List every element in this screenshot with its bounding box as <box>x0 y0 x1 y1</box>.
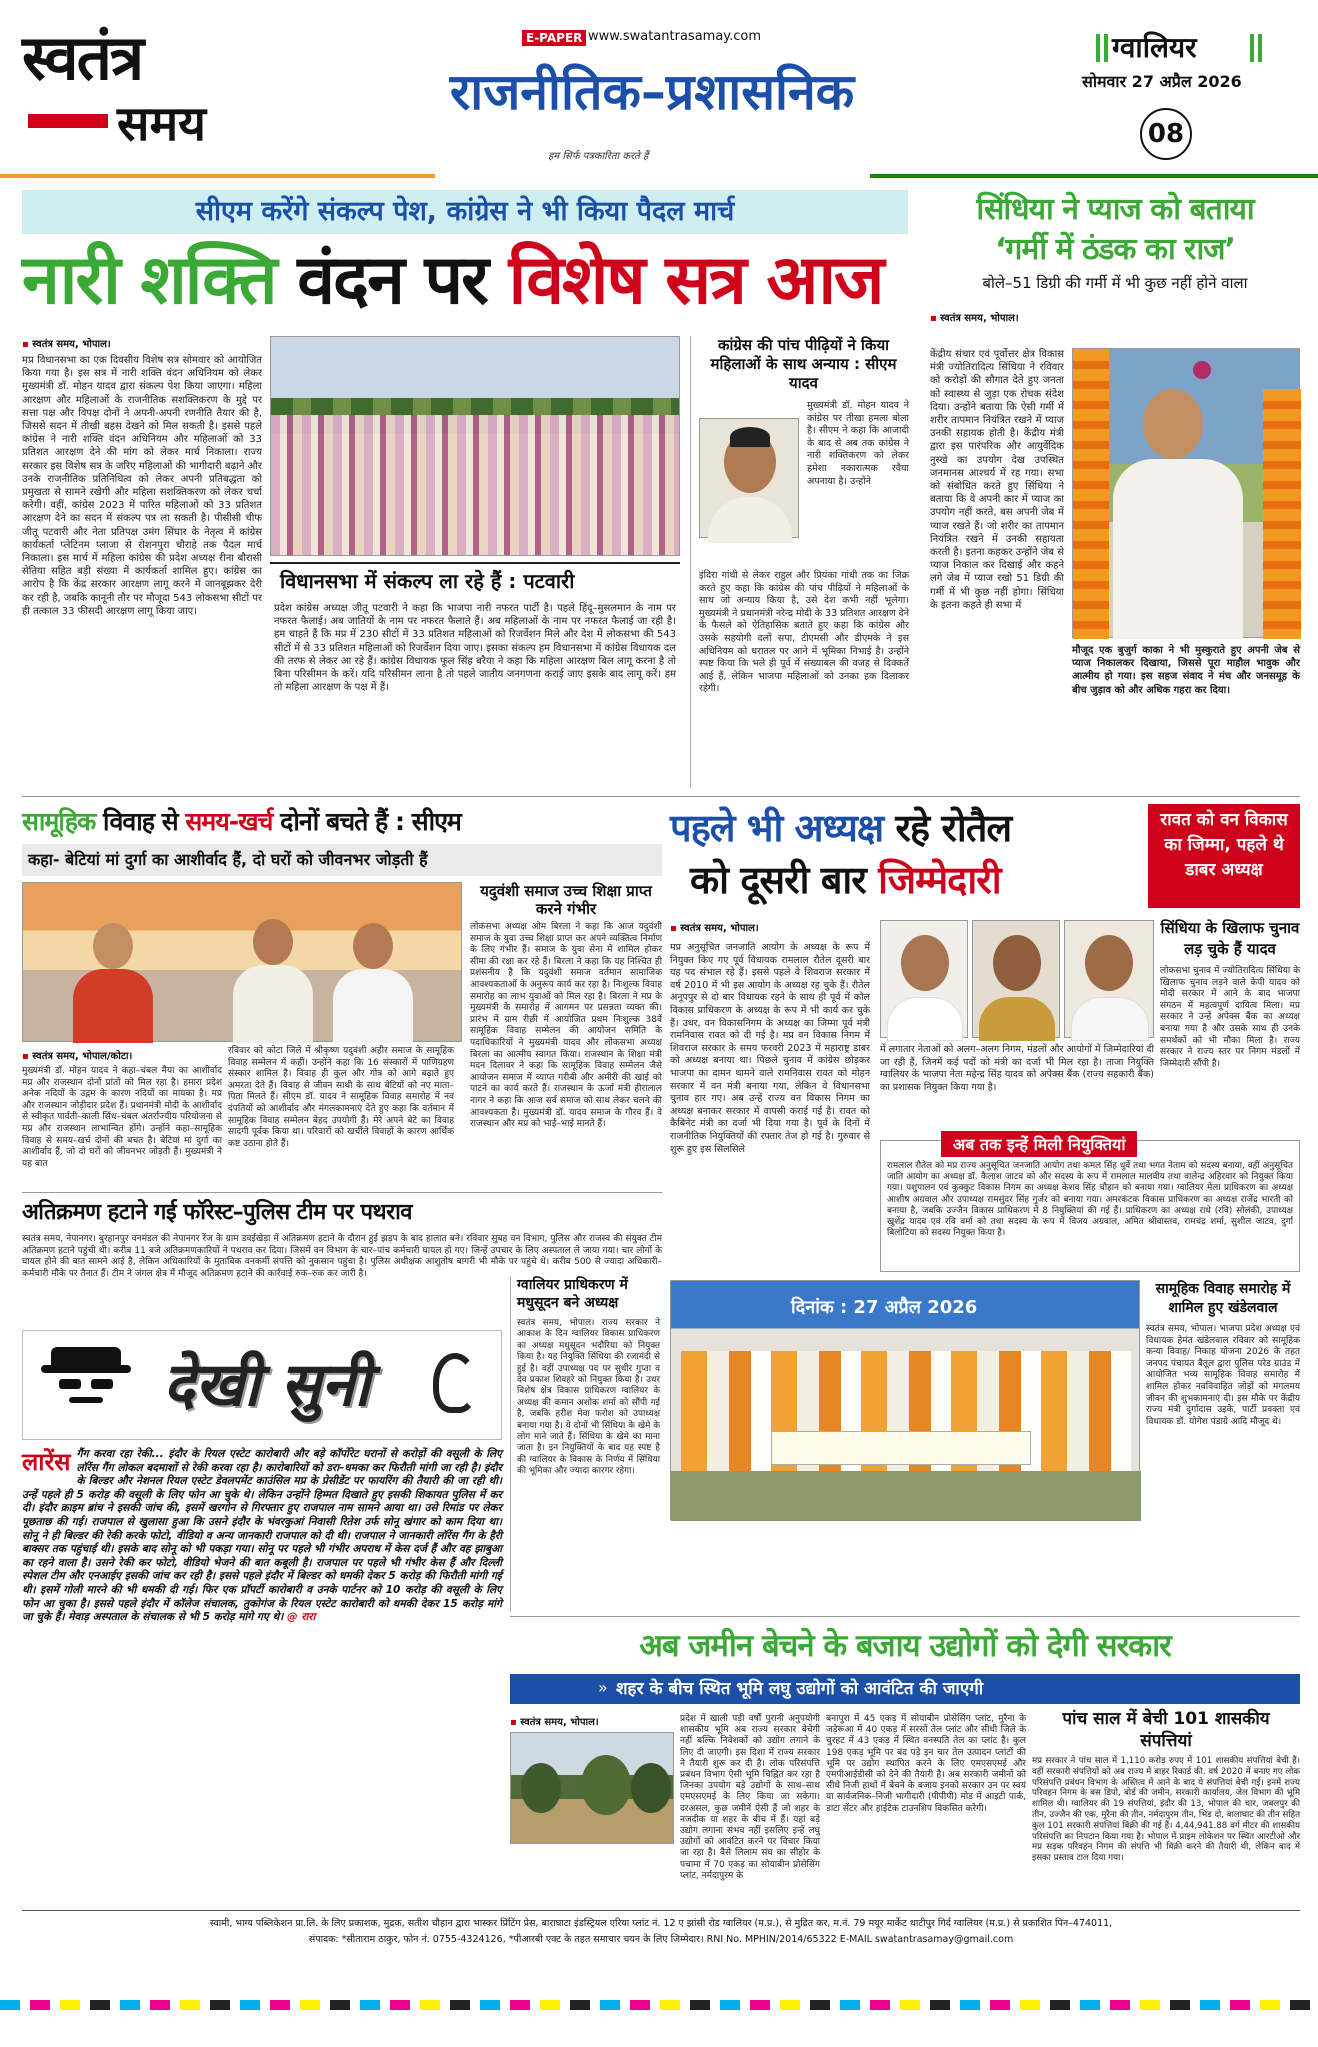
rotel-portrait-1 <box>880 920 968 1038</box>
scindia-caption: मौजूद एक बुजुर्ग काका ने भी मुस्कुराते हुए अपनी जेब से प्याज निकालकर दिखाया, जिससे पूरा माहौल भावुक और आत्मीय हो गया। इस सहज संवाद ने मंच और जनसमूह के बीच जुड़ाव को और अधिक गहरा कर दिया। <box>1072 645 1300 696</box>
footer-line2: संपादक: *सीताराम ठाकुर, फोन नं. 0755-4324126, *पीआरबी एक्ट के तहत समाचार चयन के लिए जिम्मेदार। RNI No. MPHIN/2014/65322 E-MAIL swatantrasamay@gmail.com <box>308 1934 1014 1945</box>
scindia-onion <box>930 190 1300 790</box>
tricolor-bar <box>0 174 1318 178</box>
color-registration-strip <box>0 2000 1318 2010</box>
city-bars-left <box>1096 34 1100 62</box>
marriage-side <box>470 882 662 1130</box>
scindia-contest-box <box>1160 918 1300 1134</box>
khandelwal-headline: सामूहिक विवाह समारोह में शामिल हुए खंडेलवाल <box>1155 1281 1291 1316</box>
logo-line1: स्वतंत्र <box>22 21 143 94</box>
madhusudan-body: स्वतंत्र समय, भोपाल। राज्य सरकार ने आकाश के दिन ग्वालियर विकास प्राधिकरण का अध्यक्ष मधुसूदन भदौरिया को नियुक्त किया है। यह नियुक्ति सिंधिया की रजामंदी से हुई है। वहीं उपाध्यक्ष पद पर सुधीर गुप्ता व देव प्रकाश शिवहरे को नियुक्त किया है। उधर विशेष क्षेत्र विकास प्राधिकरण ग्वालियर के अध्यक्ष की कमान अशोक शर्मा को सौंपी गई है, जबकि हरीश मेवा फरोश को उपाध्यक्ष बनाया गया है। ये दोनों भी सिंधिया के खेमे के लोग माने जाते हैं। सिंधिया के खेमे का माना जाता है। इन नियुक्तियों के बाद यह स्पष्ट है की ग्वालियर के विकास के निर्णय में सिंधिया की भूमिका और ज्यादा कारगर रहेगा। <box>517 1318 660 1477</box>
rotel-headline-a: पहले भी <box>670 806 783 850</box>
patwari-body: प्रदेश कांग्रेस अध्यक्ष जीतू पटवारी ने कहा कि भाजपा नारी नफरत पार्टी है। पहले हिंदू–मुसलमान के नाम पर नफरत फैलाई। अब जातियों के नाम पर नफरत फैलाते हैं। अब महिलाओं के नाम पर नफरत फैलाई जा रही है। हम चाहते हैं कि मप्र में 230 सीटों में 33 प्रतिशत महिलाओं को रिजर्वेशन मिले और देश में लोकसभा की 543 सीटों में से 33 प्रतिशत महिलाओं को रिजर्वेशन दिया जाए। इसका संकल्प हम विधानसभा में कांग्रेस विधायक दल की तरफ से लेकर आ रहे हैं। कांग्रेस विधायक फूल सिंह बरैया ने कहा कि महिला आरक्षण बिल लागू करना है तो बिना परिसीमन के करें। यदि परिसीमन लाना है तो पहले जातीय जनगणना कराई जाए इसके बाद लागू करें। हम तो महिला आरक्षण के पक्ष में हैं। <box>274 603 676 694</box>
land-side-body: मप्र सरकार ने पांच साल में 1,110 करोड़ रुपए में 101 शासकीय संपत्तियां बेची हैं। वहीं सरकारी संपत्तियों को अब राज्य में बाहर रिकार्ड की. वर्ष 2020 में बनाए गए लोक परिसंपत्ति प्रबंधन विभाग के अस्तित्व में आने के बाद ये संपत्तियां बेची गईं। इनमें राज्य परिवहन निगम के बस डिपो, बोर्ड की जमीन, सरकारी कार्यालय, जेल विभाग की भूमि शामिल थी। ग्वालियर की 19 संपत्तियां, इंदौर की 13, भोपाल की चार, जबलपुर की तीन, उज्जैन की एक, मुरैना की तीन, नर्मदापुरम तीन, भिंड दो, बालाघाट की तीन सहित कुल 101 सरकारी संपत्तियां बिक्री की गई हैं। 4,44,941.88 वर्ग मीटर की शासकीय परिसंपत्ति का निपटान किया गया है। भोपाल में प्राइम लोकेशन पर स्थित आरटीओ और मप्र सड़क परिवहन निगम की संपत्ति भी बिक्री करने की तैयारी थी, लेकिन बाद में इसका प्रस्ताव टाल दिया गया। <box>1032 1756 1300 1864</box>
lead-headline <box>22 238 908 324</box>
land-side-box <box>1032 1708 1300 1904</box>
rotel-headline-c: रहे रोतैल <box>895 806 1012 850</box>
rotel-sidebox: रावत को वन विकास का जिम्मा, पहले थे डाबर अध्यक्ष <box>1148 804 1300 908</box>
epaper-label: E-PAPER <box>522 30 586 46</box>
lead-kicker-text: सीएम करेंगे संकल्प पेश, कांग्रेस ने भी किया पैदल मार्च <box>195 196 735 227</box>
rotel-body-2: में लगातार नेताओं को अलग–अलग निगम, मंडलों और आयोगों में जिम्मेदारियां दी जा रही हैं, जिनमें कई पदों को मंत्री का दर्जा भी मिल रहा है। ताजा नियुक्ति ग्वालियर के भाजपा नेता महेन्द्र सिंह यादव को अपेक्स बैंक (राज्य सहकारी बैंक) का प्रशासक नियुक्त किया गया है। <box>880 1044 1154 1093</box>
cm-box <box>690 336 908 788</box>
footer-line1: स्वामी, भाग्य पब्लिकेशन प्रा.लि. के लिए प्रकाशक, मुद्रक, सतीश चौहान द्वारा भास्कर प्रिंटिंग प्रेस, बाराघाटा इंडस्ट्रियल एरिया प्लांट नं. 12 ए झांसी रोड ग्वालियर (म.प्र.), से मुद्रित कर, म.नं. 79 मयूर मार्केट थाटीपुर गिर्द ग्वालियर (म.प्र.) से प्रकाशित पिन–474011, <box>209 1918 1113 1929</box>
marriage-photo <box>22 882 462 1042</box>
marriage-headline <box>22 802 662 842</box>
khandelwal-box <box>1146 1280 1300 1610</box>
lead-headline-part3: विशेष सत्र आज <box>508 241 883 320</box>
appointments-box <box>880 1135 1300 1272</box>
marriage-side-body-2 <box>470 1046 662 1186</box>
dekhi-suni-banner <box>22 1330 502 1440</box>
cm-portrait <box>699 418 799 538</box>
marriage-body-left: मुख्यमंत्री डॉ. मोहन यादव ने कहा–चंबल मैया का आशीर्वाद मप्र और राजस्थान दोनों प्रांतों को मिल रहा है। हमारा प्रदेश अनेक नदियों के उद्गम के कारण नदियों का मायका है। मप्र और राजस्थान जोड़ीदार प्रदेश हैं। प्रधानमंत्री मोदी के आशीर्वाद से स्वीकृत पार्वती–काली सिंध–चंबल अंतर्राज्यीय परियोजना से मप्र और राजस्थान लाभान्वित होंगे। उन्होंने कहा–सामूहिक विवाह से समय–खर्च दोनों की बचत है। बेटियां मां दुर्गा का आशीर्वाद हैं, जो दो घरों को जीवनभर जोड़ती हैं। मुख्यमंत्री ने यह बात <box>22 1066 222 1169</box>
march-photo <box>270 336 680 556</box>
footer <box>22 1916 1300 1962</box>
date: सोमवार 27 अप्रैल 2026 <box>1082 72 1242 91</box>
khandelwal-banner-text: दिनांक : 27 अप्रैल 2026 <box>791 1297 978 1318</box>
logo-line2: समय <box>117 96 206 152</box>
marriage-body-right: रविवार को कोटा जिले में श्रीकृष्ण यदुवंशी अहीर समाज के सामूहिक विवाह सम्मेलन में कहीं। उन्होंने कहा कि 16 संस्कारों में पाणिग्रहण संस्कार शामिल है। विवाह ही कुल और गोत्र को आगे बढ़ाते हुए अमरता देते हैं। विवाह से जीवन साथी के साथ बेटियों को नए माता–पिता मिलते हैं। सीएम डॉ. यादव ने सामूहिक विवाह समारोह में नव दंपतियों को आशीर्वाद और मंगलकामनाएं देते हुए कहा कि वर्तमान में सामूहिक विवाह सम्मेलन बेहद उपयोगी हैं। मेरे अपने बेटे का विवाह सादगी पूर्वक किया था। परिवारों को खर्चीले विवाहों के कारण आर्थिक कष्ट उठाना होते हैं। <box>228 1046 454 1149</box>
rotel-byline: ▪ स्वतंत्र समय, भोपाल। <box>670 920 759 934</box>
website-link[interactable]: www.swatantrasamay.com <box>588 29 762 44</box>
khandelwal-body: स्वतंत्र समय, भोपाल। भाजपा प्रदेश अध्यक्ष एवं विधायक हेमंत खंडेलवाल रविवार को सामूहिक कन्या विवाह/ निकाह योजना 2026 के तहत जनपद पंचायत बैतूल द्वारा पुलिस परेड ग्राउंड में आयोजित भव्य सामूहिक विवाह समारोह में शामिल होकर नवविवाहित जोड़ों को मंगलमय जीवन की शुभकामनाएं दी। इस मौके पर केंद्रीय राज्य मंत्री दुर्गादास उइके, पार्टी प्रवक्ता एवं विधायक डॉ. योगेश पंडाग्रे आदि मौजूद थे। <box>1146 1324 1300 1427</box>
appointments-body: रामलाल रौतेल को मप्र राज्य अनुसूचित जनजाति आयोग तथा कमल सिंह धुर्वे तथा भगत नेताम को सदस्य बनाया, वहीं अनुसूचित जाति आयोग का अध्यक्ष डॉ. कैलाश जाटव को और सदस्य के रूप में रामलाल मालवीय तथा वालेन्द्र अहिरवार को नियुक्त किया गया। पशुपालन एवं कुक्कुट विकास निगम का अध्यक्ष केशव सिंह चौहान को बनाया गया। ग्वालियर मेला प्राधिकरण का अध्यक्ष आशीष अग्रवाल और उपाध्यक्ष रामसुंदर सिंह गुर्जर को बनाया गया। अमरकंटक विकास प्राधिकरण का अध्यक्ष राजेंद्र भारती को बनाया है, जबकि उज्जैन विकास प्राधिकरण में 8 नियुक्तियां की गई हैं। प्राधिकरण का अध्यक्ष राधे (रवि) सोलंकी, उपाध्यक्ष खुशेंद्र यादव एवं रवि वर्मा को तथा सदस्य के रूप में विजय अग्रवाल, अमित श्रीवास्तव, रामचंद्र शर्मा, सुशील जाटव, दुर्गा बिलोटिया को सदस्य नियुक्त किया है। <box>887 1161 1293 1239</box>
marriage-subhead: कहा- बेटियां मां दुर्गा का आशीर्वाद हैं, दो घरों को जीवनभर जोड़ती हैं <box>22 844 662 876</box>
land-subhead-text: शहर के बीच स्थित भूमि लघु उद्योगों को आवंटित की जाएगी <box>616 1679 984 1699</box>
rotel-portrait-2 <box>972 920 1060 1038</box>
rotel-body: मप्र अनुसूचित जनजाति आयोग के अध्यक्ष के रूप में नियुक्त किए गए पूर्व विधायक रामलाल रौतेल दूसरी बार यह पद संभाल रहे हैं। इससे पहले वे शिवराज सरकार में वर्ष 2010 में भी इस आयोग के अध्यक्ष रह चुके हैं। रौतेल अनूपपुर से दो बार विधायक रहने के साथ ही पूर्व में कोल विकास प्राधिकरण के अध्यक्ष के रूप में भी कार्य कर चुके हैं। उधर, वन विकासनिगम के अध्यक्ष का जिम्मा पूर्व मंत्री रामनिवास रावत को दी गई है। मप्र वन विकास निगम में शिवराज सरकार के समय फरवरी 2023 में महाराष्ट्र डाबर को अध्यक्ष बनाया था। पिछले चुनाव में कांग्रेस छोड़कर भाजपा का दामन थामने वाले रामनिवास रावत को मोहन सरकार में वन मंत्री बनाया गया, लेकिन वे विधानसभा चुनाव हार गए। अब उन्हें राज्य वन विकास निगम का अध्यक्ष बनाकर सरकार में वापसी कराई गई है। रावत को कैबिनेट मंत्री का दर्जा भी दिया गया है। पूर्व के दिनों में राजनीतिक नियुक्तियों की रफ्तार तेज हो गई है। गुरुवार से शुरू हुए इस सिलसिले <box>670 942 870 1155</box>
logo <box>22 22 252 162</box>
page-number: 08 <box>1140 108 1192 160</box>
scindia-headline-line2: ‘गर्मी में ठंडक का राज’ <box>995 232 1235 267</box>
khandelwal-photo <box>670 1280 1140 1520</box>
land-body-2: बनापुरा में 45 एकड़ में सोयाबीन प्रोसेसिंग प्लांट, मुरैना के जड़ेरूआ में 40 एकड़ में सरसों तेल प्लांट और सीधी जिले के चुरहट में 43 एकड़ में स्थित वनस्पति तेल का प्लांट है। कुल 198 एकड़ भूमि पर बंद पड़े इन चार तेल उत्पादन प्लांटों की भूमि पर उद्योग स्थापित करने के लिए एमएसएमई और एमपीआईडीसी को देने की तैयारी है। अब सरकारी जमीनों को सीधे निजी हाथों में बेचने के बजाय इनको सरकार उन पर स्वयं या सार्वजनिक–निजी भागीदारी (पीपीपी) मोड में आइटी पार्क, डाटा सेंटर और हाईटेक टाउनशिप विकसित करेगी। <box>826 1714 1026 1814</box>
scindia-subhead: बोले–51 डिग्री की गर्मी में भी कुछ नहीं होने वाला <box>982 274 1248 292</box>
section-divider-1 <box>22 796 1300 797</box>
marriage-headline-b: विवाह से <box>103 807 178 836</box>
scindia-contest-headline: सिंधिया के खिलाफ चुनाव लड़ चुके हैं यादव <box>1160 919 1300 958</box>
land-photo <box>510 1732 674 1844</box>
land-headline: अब जमीन बेचने के बजाय उद्योगों को देगी सरकार <box>639 1628 1171 1664</box>
patwari-headline: विधानसभा में संकल्प ला रहे हैं : पटवारी <box>280 569 575 593</box>
madhusudan-box <box>510 1276 660 1612</box>
footer-divider <box>22 1910 1300 1911</box>
patwari-box <box>270 562 680 788</box>
city: ग्वालियर <box>1112 31 1197 64</box>
dekhi-suni-story <box>22 1448 502 1720</box>
rotel-headline <box>670 802 1140 912</box>
lead-kicker <box>22 190 908 234</box>
scindia-byline: ▪ स्वतंत्र समय, भोपाल। <box>930 310 1300 324</box>
dekhi-suni-text: गैंग करवा रहा रेकी... इंदौर के रियल एस्टेट कारोबारी और बड़े कॉर्पोरेट घरानों से करोड़ों की वसूली के लिए लॉरेंस गैंग लोकल बदमाशों से रेकी करवा रहा है। कारोबारियों को डरा–धमका कर फिरौती मांगी जा रही है। इंदौर के बिल्डर और नेशनल रियल एस्टेट डेवलपमेंट काउंसिल मप्र के प्रेसीडेंट पर फायरिंग की तैयारी की जा रही थी। उन्हें पहले ही 5 करोड़ की वसूली के लिए फोन आ चुके थे। लेकिन उन्होंने हिम्मत दिखाते हुए इसकी शिकायत पुलिस में कर दी। इंदौर क्राइम ब्रांच ने इसकी जांच की, इसमें खरगोन से गिरफ्तार हुए राजपाल नाम सामने आया था। उसे रिमांड पर लेकर पूछताछ की गई। राजपाल से खुलासा हुआ कि उसने इंदौर के भंवरकुआं निवासी रितेश उर्फ सोनू खंगार को काम दिया था। सोनू ने ही बिल्डर की रेकी करके फोटो, वीडियो व अन्य जानकारी राजपाल को दी थी। राजपाल ने जानकारी लॉरेंस गैंग के हैरी बाक्सर तक पहुंचाई थी। इसके बाद सोनू को भी पकड़ा गया। सोनू पर पहले भी गंभीर अपराध में केस दर्ज हैं और वह झाबुआ का रहने वाला है। उसने रेकी कर फोटो, वीडियो भेजने की बात कबूली है। राजपाल पर पहले भी गंभीर केस हैं और दिल्ली स्पेशल टीम और एनआईए इसकी जांच कर रही है। इससे पहले इंदौर में बिल्डर को धमकी देकर 5 करोड़ की फिरौती मांगी गई थी। इसमें गोली मारने की भी धमकी दी गई। फिर एक प्रॉपर्टी कारोबारी व उनके पार्टनर को 10 करोड़ की वसूली के लिए फोन आ चुका है। इससे पहले इंदौर में कॉलेज संचालक, तुकोगंज के रियल एस्टेट कारोबारी को धमकी देकर 15 करोड़ मांगे जा चुके हैं। मेवाड़ अस्पताल के संचालक से भी 5 करोड़ मांगे गए थे। <box>22 1448 502 1624</box>
cm-box-body-top: मुख्यमंत्री डॉ. मोहन यादव ने कांग्रेस पर तीखा हमला बोला है। सीएम ने कहा कि आजादी के बाद से अब तक कांग्रेस ने नारी शक्तिकरण को लेकर हमेशा नकारात्मक रवैया अपनाया है। उन्होंने <box>807 400 909 487</box>
rotel-portrait-3 <box>1064 920 1154 1038</box>
cm-box-body-bottom: इंदिरा गांधी से लेकर राहुल और प्रियंका गांधी तक का जिक्र करते हुए कहा कि कांग्रेस की पांच पीढ़ियों ने महिलाओं के साथ जो अन्याय किया है, उसे देश कभी नहीं भूलेगा। मुख्यमंत्री ने प्रधानमंत्री नरेन्द्र मोदी के 33 प्रतिशत आरक्षण देने के फैसले को ऐतिहासिक बताते हुए कहा कि कांग्रेस और उसके सहयोगी दलों सपा, टीएमसी और डीएमके ने इस अधिनियम को धरातल पर आने में भूमिका निभाई है। उन्होंने स्पष्ट किया कि भले ही पूर्व में संख्याबल की वजह से दिक्कतें आई हैं, लेकिन भाजपा महिलाओं को उनका हक दिलाकर रहेगी। <box>699 570 909 695</box>
rotel-headline-d: को दूसरी बार <box>690 858 866 902</box>
rotel-headline-b: अध्यक्ष <box>794 806 884 850</box>
city-bars-right <box>1250 34 1254 62</box>
land-side-headline: पांच साल में बेची 101 शासकीय संपत्तियां <box>1062 1709 1270 1751</box>
land-byline: ▪ स्वतंत्र समय, भोपाल। <box>510 1714 599 1728</box>
scindia-photo <box>1072 348 1300 638</box>
section-title: राजनीतिक–प्रशासनिक <box>449 63 855 121</box>
marriage-headline-c: समय-खर्च <box>185 807 273 836</box>
section-divider-3 <box>510 1616 1300 1617</box>
logo-accent <box>28 114 108 128</box>
dekhi-suni-lead-word: लारेंस <box>22 1448 71 1476</box>
marriage-side-headline: यदुवंशी समाज उच्च शिक्षा प्राप्त करने गंभीर <box>480 882 652 918</box>
detective-icon <box>41 1347 131 1417</box>
lead-byline: ▪ स्वतंत्र समय, भोपाल। <box>22 336 111 350</box>
land-body: प्रदेश में खाली पड़ी वर्षों पुरानी अनुपयोगी शासकीय भूमि अब राज्य सरकार बेचेगी नहीं बल्कि निवेशकों को उद्योग लगाने के लिए दी जाएगी। इस दिशा में राज्य सरकार ने तैयारी शुरू कर दी है। लोक परिसंपत्ति प्रबंधन विभाग ऐसी भूमि चिह्नित कर रहा है जिनका उपयोग बड़े उद्योगों के साथ–साथ एमएसएमई के लिए किया जा सकेगा। दरअसल, कुछ जमीनें ऐसी हैं जो शहर के नजदीक या शहर के बीच में हैं। यहां बड़े उद्योग लगाना संभव नहीं इसलिए इन्हें लघु उद्योगों को आवंटित करने पर विचार किया जा रहा है। वैसे लिलाम संघ का सीहोर के पचामा में 70 एकड़ का सोयाबीन प्रोसेसिंग प्लांट, नर्मदापुरम के <box>680 1714 820 1881</box>
arrow-icon: » <box>598 1678 608 1697</box>
masthead <box>0 0 1318 190</box>
dekhi-suni-body <box>22 1448 502 1716</box>
lead-headline-part2: वंदन पर <box>297 241 487 320</box>
marriage-headline-d: दोनों बचते हैं : सीएम <box>280 807 461 836</box>
lead-body: मप्र विधानसभा का एक दिवसीय विशेष सत्र सोमवार को आयोजित किया गया है। इस सत्र में नारी शक्ति वंदन अधिनियम को लेकर मुख्यमंत्री डॉ. मोहन यादव द्वारा संकल्प पेश किया जाएगा। महिला आरक्षण और महिलाओं के राजनीतिक सशक्तिकरण के मुद्दे पर सत्ता पक्ष और विपक्ष दोनों ने अपनी-अपनी रणनीति तैयार की है, जिससे सदन में तीखी बहस देखने को मिल सकती है। इससे पहले कांग्रेस ने नारी शक्ति वंदन अधिनियम और महिलाओं को 33 प्रतिशत आरक्षण देने की मांग को लेकर मार्च निकाला। राज्य सरकार इस विशेष सत्र के जरिए महिलाओं की भागीदारी बढ़ाने और उनके राजनीतिक प्रतिनिधित्व को लेकर अपनी प्रतिबद्धता को प्रमुखता से सामने रखेगी और महिला सशक्तिकरण को लेकर चर्चा करेगी। वहीं, कांग्रेस 2023 में पारित महिलाओं को 33 प्रतिशत आरक्षण देने का सदन में संकल्प पत्र ला सकती है। पीसीसी चीफ जीतू पटवारी और नेता प्रतिपक्ष उमंग सिंघार के नेतृत्व में कांग्रेस कार्यकर्ता प्लेटिनम प्लाजा से रोशनपुरा चौराहे तक पैदल मार्च निकाला। इस मार्च में महिला कांग्रेस की प्रदेश अध्यक्ष रीना बौरासी सेतिया सहित बड़ी संख्या में कार्यकर्ता शामिल हुए। कांग्रेस का आरोप है कि केंद्र सरकार आरक्षण लागू करने में जानबूझकर देरी कर रही है, जबकि कानूनी तौर पर मौजूदा 543 लोकसभा सीटों पर ही तत्काल 33 फीसदी आरक्षण लागू किया जाए। <box>22 355 262 617</box>
madhusudan-headline: ग्वालियर प्राधिकरण में मधुसूदन बने अध्यक्ष <box>517 1277 628 1311</box>
tagline: हम सिर्फ पत्रकारिता करते हैं <box>548 151 649 162</box>
marriage-byline: ▪ स्वतंत्र समय, भोपाल/कोटा। <box>22 1048 132 1062</box>
marriage-headline-a: सामूहिक <box>22 807 96 836</box>
ear-icon <box>433 1353 477 1413</box>
appointments-title: अब तक इन्हें मिली नियुक्तियां <box>941 1131 1137 1157</box>
encroach-headline: अतिक्रमण हटाने गई फॉरेस्ट–पुलिस टीम पर पथराव <box>22 1200 413 1225</box>
scindia-body: केंद्रीय संचार एवं पूर्वोत्तर क्षेत्र विकास मंत्री ज्योतिरादित्य सिंधिया ने रविवार को करोड़ों की सौगात देते हुए जनता को स्वास्थ्य से जुड़ा एक रोचक संदेश दिया। उन्होंने बताया कि ऐसी गर्मी में शरीर तापमान नियंत्रित रखने में प्याज उनकी सहायक होती है। केंद्रीय मंत्री द्वारा इस पारंपरिक और आयुर्वेदिक नुस्खे का उपयोग देख उपस्थित जनमानस आश्चर्य में रह गया। सभा को संबोधित करते हुए सिंधिया ने बताया कि वे अपनी कार में प्याज का उपयोग नहीं करते, बस अपनी जेब में प्याज रखते हैं। जो शरीर का तापमान नियंत्रित रखने में उनकी सहायता करती है। इतना कहकर उन्होंने जेब से प्याज निकाल कर दिखाई और कहने लगे जेब में प्याज रखो 51 डिग्री की गर्मी में भी कुछ नहीं होगा। सिंधिया के इतना कहते ही सभा में <box>930 349 1064 611</box>
marriage-side-body: लोकसभा अध्यक्ष ओम बिरला ने कहा कि आज यदुवंशी समाज के युवा उच्च शिक्षा प्राप्त कर अपने व्यक्तित्व निर्माण के लिए गंभीर हैं। समाज के युवा सेना में शामिल होकर सीमा की रक्षा कर रहे हैं। बिरला ने कहा कि यह निश्चित ही प्रशंसनीय है कि यदुवंशी समाज वर्तमान सामाजिक आवश्यकताओं के अनुरूप कार्य कर रहा है। निःशुल्क विवाह समारोह का लाभ युवाओं को मिल रहा है। बिरला ने मप्र के मुख्यमंत्री के समारोह में आगमन पर प्रसन्नता व्यक्त की। प्रारंभ में ग्राम रीछी में आयोजित प्रथम निःशुल्क 38वें सामूहिक विवाह सम्मेलन की आयोजन समिति के पदाधिकारियों ने मुख्यमंत्री यादव और लोकसभा अध्यक्ष बिरला का आत्मीय स्वागत किया। राजस्थान के शिक्षा मंत्री मदन दिलावर ने कहा कि सामूहिक विवाह सम्मेलन जैसे आयोजन समाज में व्याप्त गरीबी और अमीरी की खाई को पाटने का कार्य करते हैं। राजस्थान के ऊर्जा मंत्री हीरालाल नागर ने कहा कि आज सर्व समाज को साथ लेकर चलने की आवश्यकता है। मुख्यमंत्री डॉ. यादव समाज के गौरव हैं। वे राजस्थान और मप्र को भाई–भाई मानते हैं। <box>470 922 662 1130</box>
rotel-headline-e: जिम्मेदारी <box>878 858 1001 902</box>
scindia-headline-line1: सिंधिया ने प्याज को बताया <box>976 192 1254 227</box>
lead-headline-part1: नारी शक्ति <box>22 241 276 320</box>
scindia-contest-body: लोकसभा चुनाव में ज्योतिरादित्य सिंधिया के खिलाफ चुनाव लड़ने वाले केपी यादव को मोदी सरकार में आने के बाद भाजपा संगठन में महत्वपूर्ण दायित्व मिला। मप्र सरकार ने उन्हें अपेक्स बैंक का अध्यक्ष बनाया गया है और उसके साथ ही उनके समर्थकों को भी मौका मिला है। राज्य सरकार ने राज्य स्तर पर निगम मंडलों में जिम्मेदारी सौंपी है। <box>1160 966 1300 1069</box>
dekhi-suni-signoff: @ रारा <box>286 1611 316 1624</box>
land-body-lower <box>510 1850 674 1904</box>
dekhi-suni-title: देखी सुनी <box>163 1350 370 1420</box>
land-subhead <box>510 1674 1300 1704</box>
section-divider-2 <box>22 1192 662 1193</box>
encroach-body: स्वतंत्र समय, नेपानगर। बुरहानपुर वनमंडल की नेपानगर रेंज के ग्राम डवईखेड़ा में अतिक्रमण हटाने के दौरान हुई झड़प के बाद हालात बने। रविवार सुबह वन विभाग, पुलिस और राजस्व की संयुक्त टीम अतिक्रमण हटाने पहुंची थी। करीब 11 बजे अतिक्रमणकारियों ने पथराव कर दिया। जिसमें वन विभाग के चार–पांच कर्मचारी घायल हो गए। जिन्हें उपचार के लिए अस्पताल ले जाया गया। चार लोगों के घायल होने की बात सामने आई है, लेकिन अधिकारियों के मुताबिक वनकर्मी संपत्ति को नुकसान पहुंचा है। पुलिस अधीक्षक आशुतोष बागरी भी मौके पर पहुंचे थे। करीब 500 से ज्यादा अधिकारी–कर्मचारी मौके पर तैनात हैं। टीम ने जंगल क्षेत्र में मौजूद अतिक्रमण हटाने की कार्रवाई रुक–रुक कर जारी है। <box>22 1234 663 1279</box>
cm-box-headline: कांग्रेस की पांच पीढ़ियों ने किया महिलाओं के साथ अन्याय : सीएम यादव <box>710 336 897 392</box>
